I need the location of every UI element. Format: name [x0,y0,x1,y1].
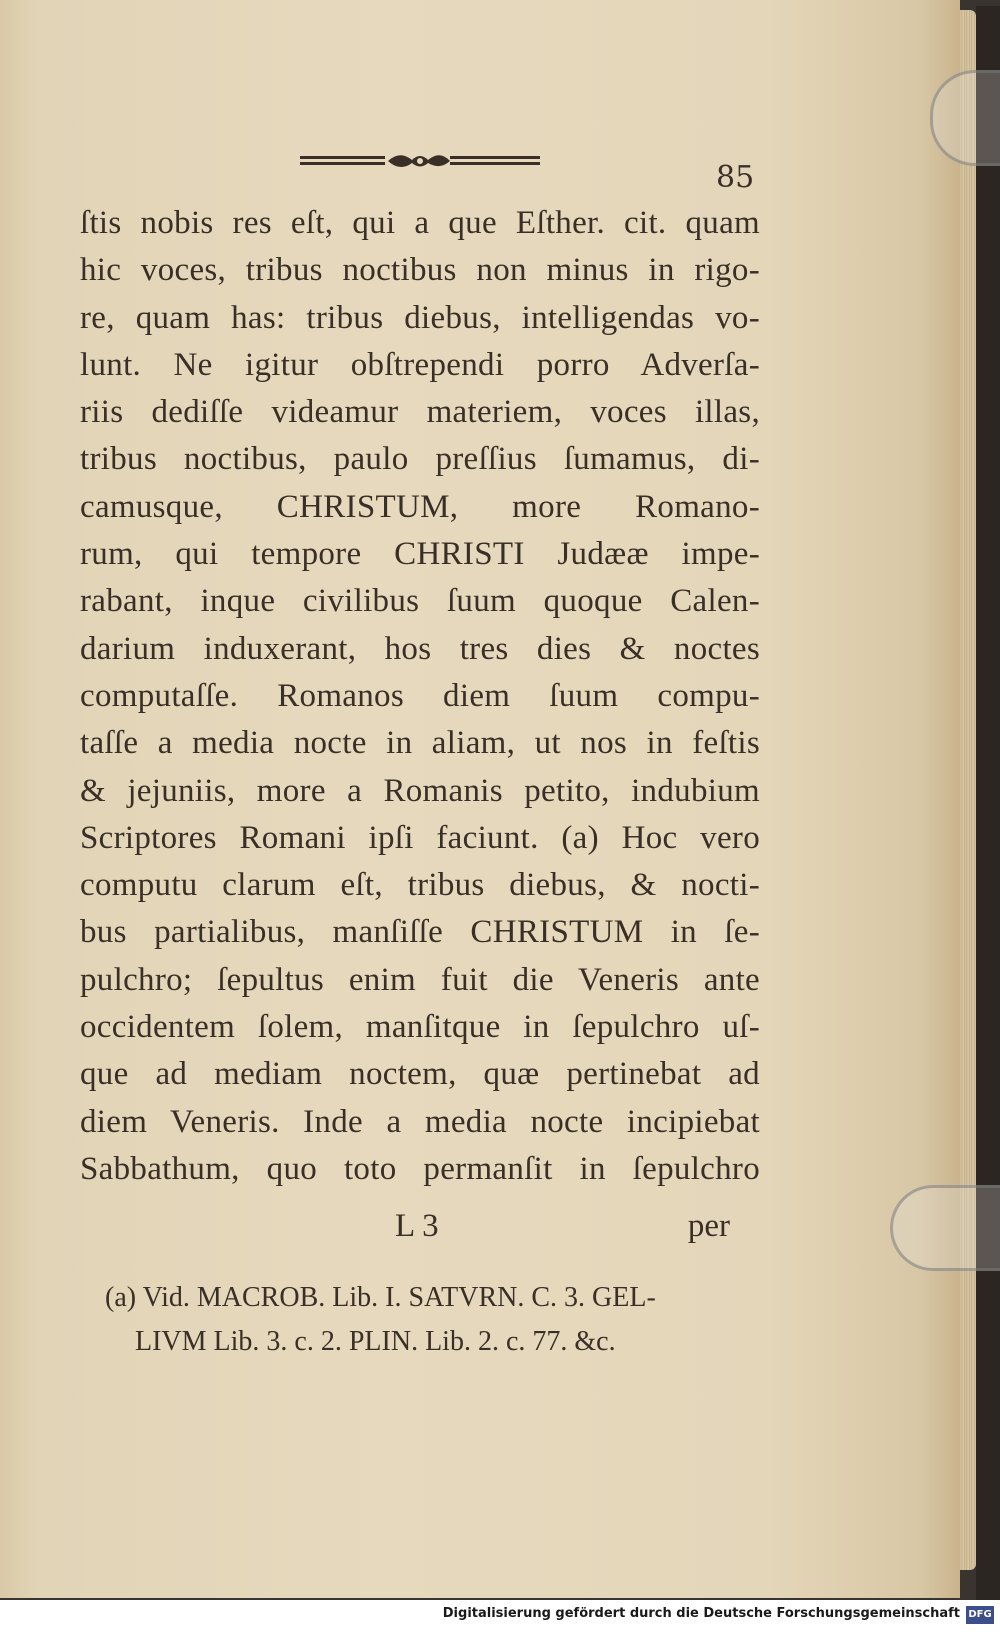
text-line: computu clarum eſt, tribus diebus, & nocti- [80,867,760,904]
text-line: taſſe a media nocte in aliam, ut nos in feſtis [80,725,760,762]
text-line: diem Veneris. Inde a media nocte incipiebat [80,1103,760,1140]
text-line: lunt. Ne igitur obſtrependi porro Adverſa- [80,346,760,383]
text-line: computaſſe. Romanos diem ſuum compu- [80,677,760,714]
text-line: camusque, CHRISTUM, more Romano- [80,488,760,525]
text-line: rum, qui tempore CHRISTI Judææ impe- [80,536,760,573]
credit-bar [0,1600,1000,1632]
page-edges-shadow [976,6,1000,1600]
text-line: Scriptores Romani ipſi faciunt. (a) Hoc vero [80,819,760,856]
footnote-line: LIVM Lib. 3. c. 2. PLIN. Lib. 2. c. 77. &c. [135,1326,616,1357]
ornament-divider [300,150,540,172]
text-line: re, quam has: tribus diebus, intelligendas vo- [80,299,760,336]
page-number: 85 [716,160,755,195]
body-text [80,200,760,1193]
page-edges [960,10,976,1570]
text-line: & jejuniis, more a Romanis petito, indubium [80,772,760,809]
text-line: pulchro; ſepultus enim fuit die Veneris ante [80,961,760,998]
footnote-line: (a) Vid. MACROB. Lib. I. SATVRN. C. 3. GEL- [105,1282,656,1313]
text-line: ſtis nobis res eſt, qui a que Eſther. cit. quam [80,205,760,241]
text-line: occidentem ſolem, manſitque in ſepulchro uſ- [80,1009,760,1046]
dfg-logo: DFG [966,1606,994,1624]
text-line: tribus noctibus, paulo preſſius ſumamus, di- [80,441,760,478]
credit-text: Digitalisierung gefördert durch die Deutsche Forschungsgemeinschaft [442,1606,960,1621]
text-line: hic voces, tribus noctibus non minus in rigo- [80,252,760,289]
catchline [80,1208,760,1248]
signature-mark: L 3 [395,1208,439,1244]
footnote [105,1276,725,1364]
text-line: Sabbathum, quo toto permanſit in ſepulchro [80,1150,760,1187]
text-line: que ad mediam noctem, quæ pertinebat ad [80,1056,760,1093]
catchword: per [687,1208,730,1244]
text-line: riis dediſſe videamur materiem, voces illas, [80,394,760,431]
text-line: rabant, inque civilibus ſuum quoque Calen- [80,583,760,620]
text-line: bus partialibus, manſiſſe CHRISTUM in ſe- [80,914,760,951]
page-clip-bottom [890,1185,1000,1271]
text-line: darium induxerant, hos tres dies & noctes [80,630,760,667]
